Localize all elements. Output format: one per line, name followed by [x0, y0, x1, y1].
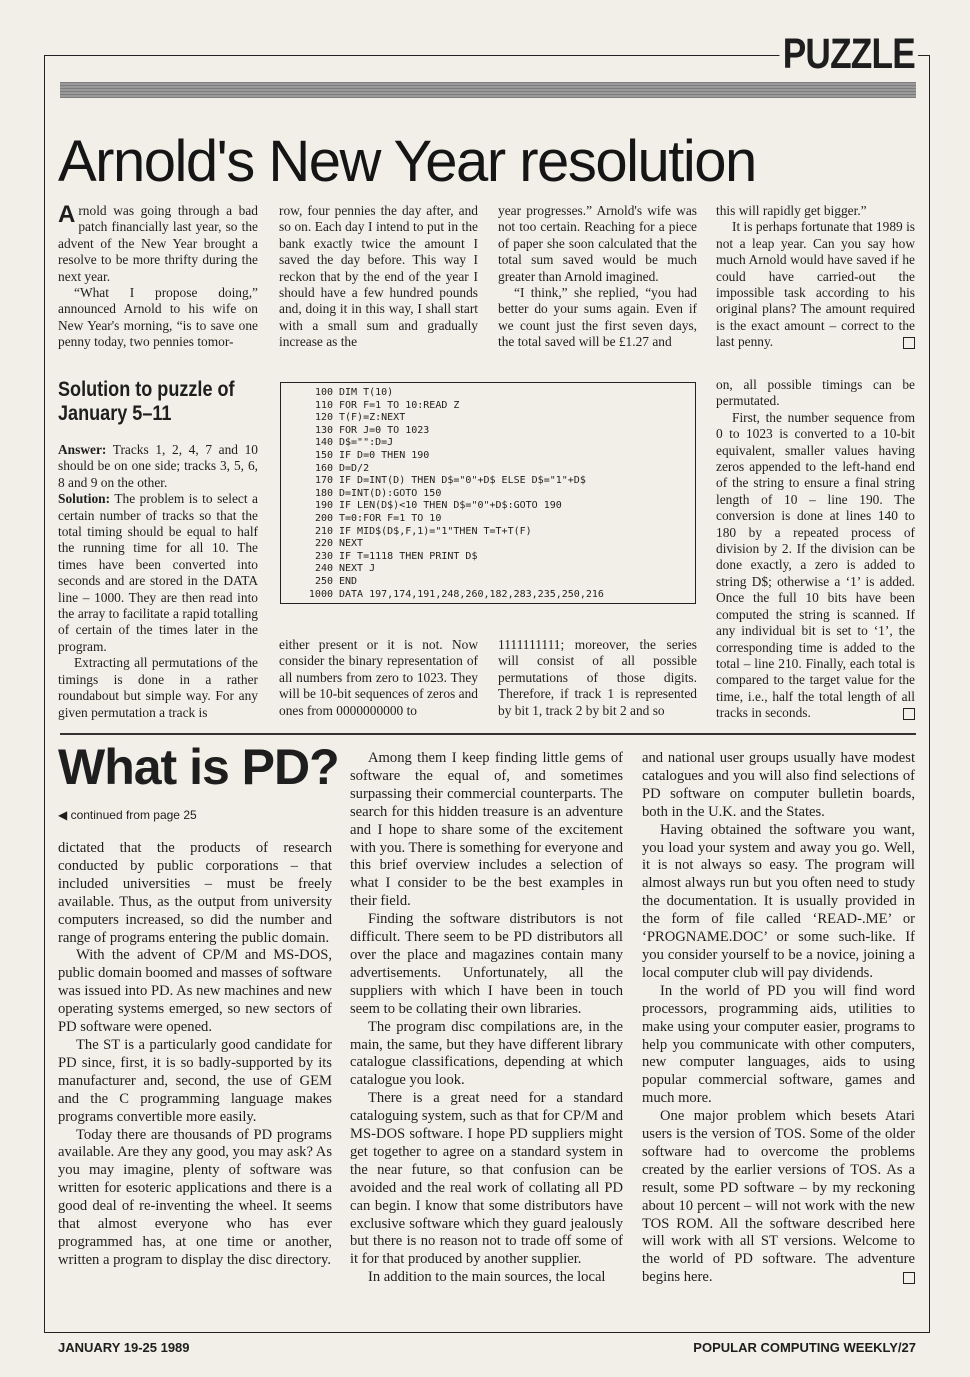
- code-line: [281, 563, 695, 576]
- code-text: END: [339, 575, 358, 587]
- code-text: T=0:FOR F=1 TO 10: [339, 512, 442, 524]
- code-text: D=INT(D):GOTO 150: [339, 487, 442, 499]
- code-text: NEXT J: [339, 563, 376, 575]
- answer-label: Answer:: [58, 442, 107, 457]
- paragraph: Having obtained the software you want, you load your system and away you go. Well, it is not always so easy. The program will almost always run but you often need to study the documentation. It is usually provided in the form of file called ‘READ-.ME’ or ‘PROGNAME.DOC’ or some such-like. If you consider yourself to be a novice, joining a local computer club will pay dividends.: [642, 821, 915, 981]
- code-line: [281, 463, 695, 476]
- answer-text: Tracks 1, 2, 4, 7 and 10 should be on one side; tracks 3, 5, 6, 8 and 9 on the other.: [58, 442, 258, 490]
- code-text: IF LEN(D$)<10 THEN D$="0"+D$:GOTO 190: [339, 500, 562, 512]
- code-text: DATA 197,174,191,248,260,182,283,235,250,216: [339, 588, 604, 600]
- code-text: FOR J=0 TO 1023: [339, 424, 430, 436]
- section-divider: [60, 733, 916, 735]
- code-line: [281, 488, 695, 501]
- paragraph: The ST is a particularly good candidate for PD since, first, it is so badly-supported by its manufacturer and, second, the use of GEM and the C programming language makes programs convertible more easily.: [58, 1036, 332, 1125]
- pd-col-2: [350, 750, 623, 1287]
- code-line: [281, 526, 695, 539]
- paragraph: dictated that the products of research conducted by public corporations – that included universities – must be freely available. Thus, as the output from university computers increased, so did the number and range of programs entering the public domain.: [58, 840, 332, 946]
- solution-col-3: [498, 637, 697, 719]
- end-mark-icon: [903, 337, 915, 349]
- article-col-2: [279, 203, 478, 351]
- paragraph: “I think,” she replied, “you had better do your sums again. Even if we count just the first seven days, the total saved will be £1.27 and: [498, 285, 697, 350]
- article-col-1: [58, 203, 258, 351]
- code-text: IF D=0 THEN 190: [339, 449, 430, 461]
- code-line: [281, 551, 695, 564]
- code-line: [281, 538, 695, 551]
- left-arrow-icon: ◀: [58, 808, 68, 822]
- code-line: [281, 589, 695, 602]
- line-number: 110: [314, 399, 333, 411]
- line-number: 130: [314, 424, 333, 436]
- section-tag: PUZZLE: [779, 30, 918, 79]
- paragraph: either present or it is not. Now consider the binary representation of all numbers from zero to 1023. They will be 10-bit sequences of zeros and ones from 0000000000 to: [279, 637, 478, 718]
- paragraph: rnold was going through a bad patch financially last year, so the advent of the New Year brought a resolve to be more thrifty during the next year.: [58, 203, 258, 284]
- header-rule: [60, 82, 916, 98]
- solution-heading: Solution to puzzle of January 5–11: [58, 378, 235, 425]
- paragraph: With the advent of CP/M and MS-DOS, public domain boomed and masses of software was issued into PD. As new machines and new operating systems emerged, so new sectors of PD software were opened.: [58, 947, 332, 1036]
- code-line: [281, 450, 695, 463]
- paragraph: In addition to the main sources, the local: [368, 1269, 606, 1286]
- paragraph: year progresses.” Arnold's wife was not too certain. Reaching for a piece of paper she soon calculated that the total sum saved would be much greater than Arnold imagined.: [498, 203, 697, 284]
- continued-note: [58, 808, 197, 822]
- line-number: 1000: [308, 588, 333, 600]
- code-line: [281, 425, 695, 438]
- paragraph: and national user groups usually have modest catalogues and you will also find selections of PD software on computer bulletin boards, both in the U.K. and the States.: [642, 750, 915, 820]
- paragraph: Among them I keep finding little gems of software the equal of, and sometimes surpassing their commercial counterparts. The search for this hidden treasure is an adventure and I hope to share some of the excitement with you. There is something for everyone and this brief overview includes a selection of what I consider to be the best examples in their field.: [350, 750, 623, 910]
- line-number: 170: [314, 475, 333, 487]
- paragraph: Finding the software distributors is not difficult. There seem to be PD distributors all over the place and magazines contain many advertisements. Unfortunately, all the suppliers with which I have been in touch seem to be collating their own libraries.: [350, 911, 623, 1017]
- article-col-3: [498, 203, 697, 351]
- end-mark-icon: [903, 708, 915, 720]
- code-text: DIM T(10): [339, 387, 394, 398]
- pd-col-3: [642, 750, 915, 1287]
- code-line: [281, 513, 695, 526]
- solution-col-2: [279, 637, 478, 719]
- article-col-4: [716, 203, 915, 351]
- code-text: T(F)=Z:NEXT: [339, 412, 406, 424]
- paragraph: “What I propose doing,” announced Arnold to his wife on New Year's morning, “is to save one penny today, two pennies tomor-: [58, 285, 258, 350]
- code-text: D$="":D=J: [339, 437, 394, 449]
- line-number: 150: [314, 449, 333, 461]
- article-headline: Arnold's New Year resolution: [58, 129, 756, 194]
- solution-col-1: [58, 442, 258, 721]
- paragraph: First, the number sequence from 0 to 1023 is converted to a 10-bit equivalent, smaller values having zeros appended to the left-hand end of the string to ensure a final string length of 10 – line 190. The conversion is done at lines 140 to 180 by a repeated process of division by 2. If the division can be done exactly, a zero is added to string D$; otherwise a ‘1’ is added. Once the full 10 bits have been computed the string is scanned. If any individual bit is set to ‘1’, the corresponding time is added to the total – line 210. Finally, each total is compared to the target value for the time, i.e., half the total length of all tracks in seconds.: [716, 409, 915, 721]
- paragraph: Today there are thousands of PD programs available. Are they any good, you may ask? As you may imagine, plenty of software was written for esoteric applications and there is a good deal of re-inventing the wheel. It seems that almost everyone who has ever programmed has, at one time or another, written a program to display the disc directory.: [58, 1126, 332, 1268]
- code-text: FOR F=1 TO 10:READ Z: [339, 399, 460, 411]
- code-line: [281, 576, 695, 589]
- code-text: NEXT: [339, 538, 364, 550]
- issue-date: JANUARY 19-25 1989: [58, 1340, 190, 1355]
- code-text: IF MID$(D$,F,1)="1"THEN T=T+T(F): [339, 525, 532, 537]
- code-text: IF D=INT(D) THEN D$="0"+D$ ELSE D$="1"+D$: [339, 475, 586, 487]
- paragraph: In the world of PD you will find word processors, programming aids, utilities to make using your computer easier, programs to help you communicate with other computers, new computer languages, aids to using popular commercial software, games and much more.: [642, 982, 915, 1107]
- line-number: 120: [314, 412, 333, 424]
- paragraph: It is perhaps fortunate that 1989 is not a leap year. Can you say how much Arnold would have saved if he could have carried-out the impossible task according to his original plans? The amount required is the exact amount – correct to the last penny.: [716, 219, 915, 350]
- pd-heading: What is PD?: [58, 739, 339, 795]
- paragraph: row, four pennies the day after, and so on. Each day I intend to put in the bank exactly twice the amount I saved the day before. This way I reckon that by the end of the year I should have a few hundred pounds and, doing it in this way, I shall start with a small sum and gradually increase as the: [279, 203, 478, 350]
- line-number: 160: [314, 462, 333, 474]
- line-number: 220: [314, 538, 333, 550]
- code-listing: [280, 382, 696, 604]
- page-number: POPULAR COMPUTING WEEKLY/27: [693, 1340, 916, 1355]
- code-text: IF T=1118 THEN PRINT D$: [339, 550, 478, 562]
- line-number: 200: [314, 512, 333, 524]
- solution-label: Solution:: [58, 491, 111, 507]
- paragraph: The program disc compilations are, in the main, the same, but they have different library catalogue classifications, depending at which catalogue you look.: [350, 1018, 623, 1089]
- paragraph: 1111111111; moreover, the series will consist of all possible permutations of those digits. Therefore, if track 1 is represented by bit 1, track 2 by bit 2 and so: [498, 637, 697, 718]
- code-line: [281, 437, 695, 450]
- drop-cap: A: [58, 201, 76, 228]
- line-number: 240: [314, 563, 333, 575]
- paragraph: There is a great need for a standard cataloguing system, such as that for CP/M and MS-DOS software. I hope PD suppliers might get together to agree on a standard system in the near future, so that confusion can be avoided and the real work of collating all PD can begin. I know that some distributors have exclusive software which they guard jealously but there is no reason not to trade off some of it for that produced by another supplier.: [350, 1090, 623, 1268]
- line-number: 230: [314, 550, 333, 562]
- line-number: 250: [314, 575, 333, 587]
- pd-col-1: [58, 840, 332, 1270]
- code-line: [281, 387, 695, 400]
- line-number: 190: [314, 500, 333, 512]
- continued-text: continued from page 25: [70, 808, 197, 822]
- end-mark-icon: [903, 1272, 915, 1284]
- paragraph: on, all possible timings can be permutated.: [716, 377, 915, 409]
- paragraph: One major problem which besets Atari users is the version of TOS. Some of the older software had to overcome the problems created by the earlier versions of TOS. As a result, some PD software – by my reckoning about 10 percent – will not work with the new TOS ROM. All the software described here will work with all ST versions. Welcome to the world of PD software. The adventure begins here.: [642, 1108, 915, 1286]
- code-line: [281, 500, 695, 513]
- line-number: 100: [314, 387, 333, 398]
- code-line: [281, 475, 695, 488]
- paragraph: this will rapidly get bigger.”: [716, 203, 867, 218]
- line-number: 140: [314, 437, 333, 449]
- line-number: 210: [314, 525, 333, 537]
- solution-text: The problem is to select a certain number of tracks so that the total timing should be equal to half the running time for all 10. The times have been converted into seconds and are stored in the DATA line – 1000. They are then read into the array to facilitate a rapid totalling of certain of the times later in the program.: [58, 491, 258, 654]
- code-text: D=D/2: [339, 462, 370, 474]
- code-line: [281, 400, 695, 413]
- solution-col-4: [716, 377, 915, 722]
- code-line: [281, 412, 695, 425]
- paragraph: Extracting all permutations of the timings is done in a rather roundabout but simple way. For any given permutation a track is: [58, 655, 258, 720]
- line-number: 180: [314, 487, 333, 499]
